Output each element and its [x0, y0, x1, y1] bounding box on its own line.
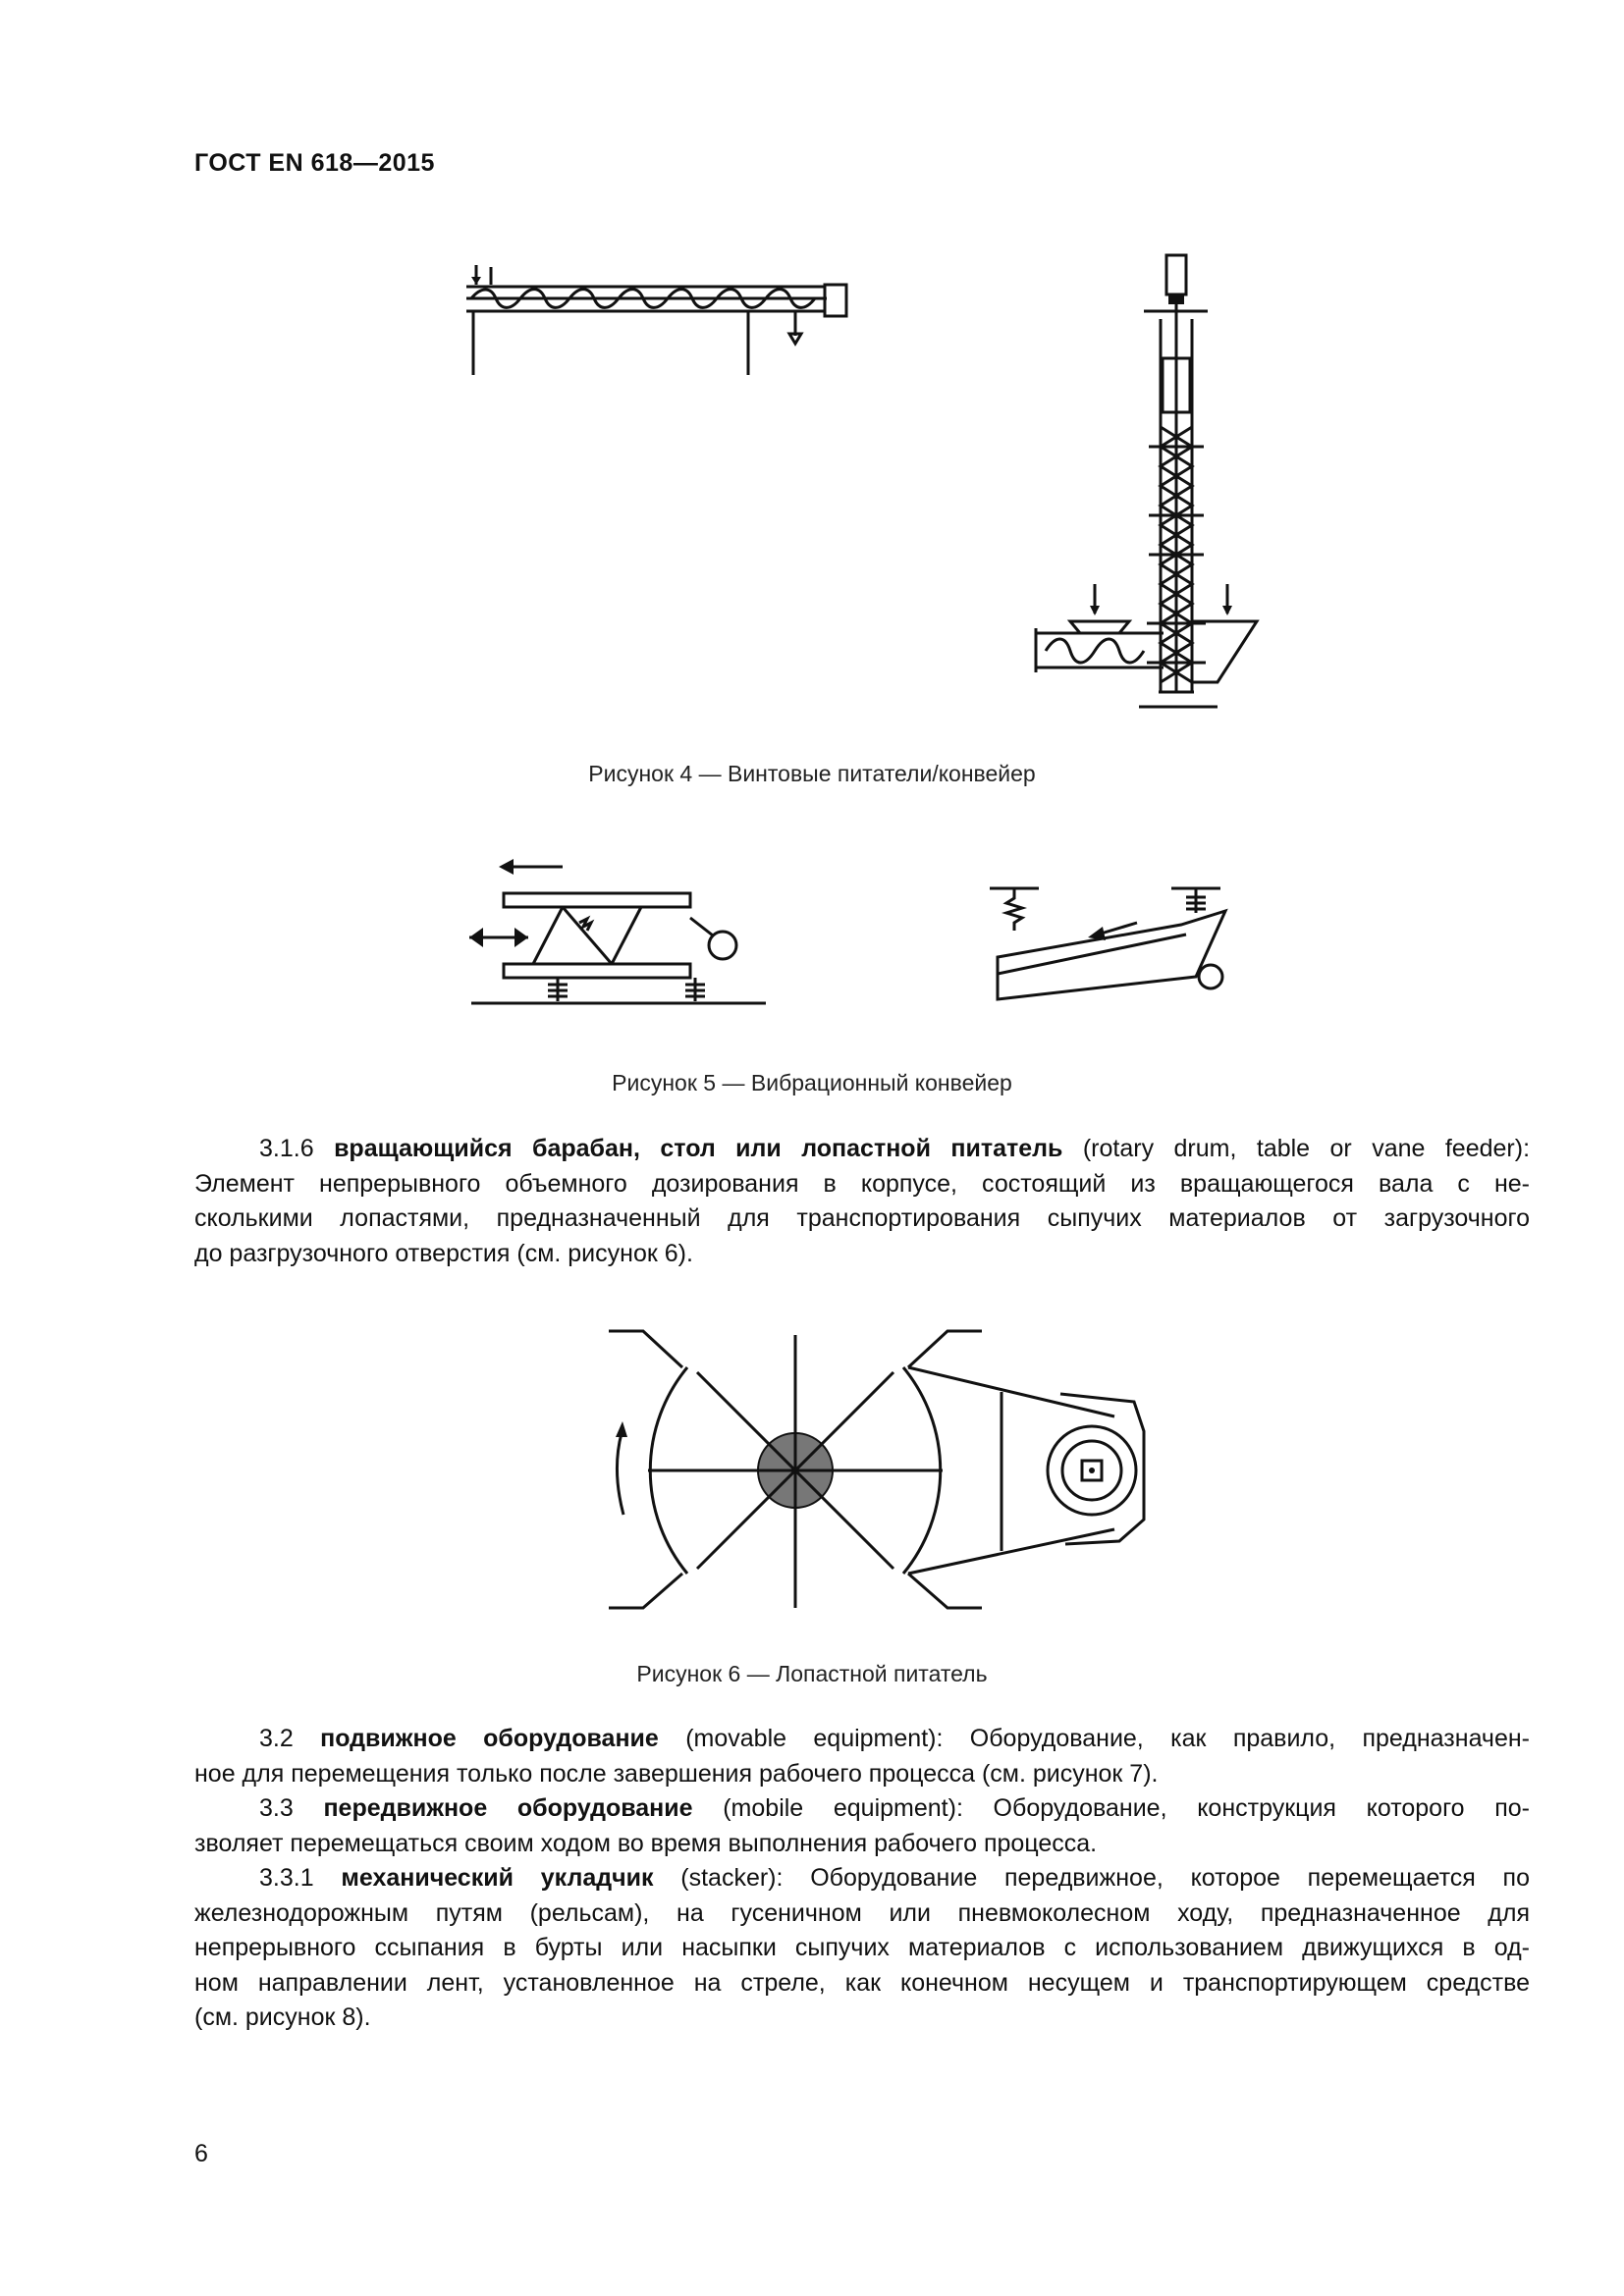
figure-5-vibrating-conveyor-horizontal — [469, 859, 774, 1011]
clause-number: 3.3 — [259, 1794, 294, 1822]
figure-6-vane-feeder — [604, 1323, 1154, 1623]
paragraph-text: (rotary drum, table or vane feeder): — [1082, 1135, 1531, 1162]
paragraph-line: непрерывного ссыпания в бурты или насыпки сыпучих материалов с использованием движущихся в од- — [194, 1934, 1530, 1961]
paragraph-line — [194, 1791, 1530, 1827]
clause-number: 3.1.6 — [259, 1135, 314, 1162]
figure-5-vibrating-conveyor-inclined — [990, 883, 1245, 1006]
paragraph-line: (см. рисунок 8). — [194, 2003, 371, 2031]
paragraph-line: ное для перемещения только после завершения рабочего процесса (см. рисунок 7). — [194, 1759, 1159, 1788]
figure-4-horizontal-screw-conveyor — [461, 257, 864, 385]
paragraph-text: (stacker): Оборудование передвижное, которое перемещается по — [680, 1864, 1530, 1892]
paragraph-3-1-6 — [194, 1132, 1530, 1271]
paragraph-text: (mobile equipment): Оборудование, конструкция которого по- — [723, 1794, 1530, 1822]
paragraph-line: Элемент непрерывного объемного дозирования в корпусе, состоящий из вращающегося вала с не- — [194, 1169, 1530, 1198]
term: подвижное оборудование — [320, 1725, 659, 1752]
paragraph-line: зволяет перемещаться своим ходом во время выполнения рабочего процесса. — [194, 1829, 1098, 1857]
paragraph-3-3 — [194, 1791, 1530, 1861]
figure-5-caption: Рисунок 5 — Вибрационный конвейер — [612, 1070, 1012, 1095]
term: вращающийся барабан, стол или лопастной питатель — [334, 1135, 1063, 1162]
paragraph-line: сколькими лопастями, предназначенный для транспортирования сыпучих материалов от загрузочного — [194, 1204, 1530, 1232]
figure-4-caption: Рисунок 4 — Винтовые питатели/конвейер — [588, 761, 1036, 786]
term: механический укладчик — [341, 1864, 654, 1892]
document-number: ГОСТ EN 618—2015 — [194, 149, 435, 177]
term: передвижное оборудование — [323, 1794, 693, 1822]
paragraph-3-3-1 — [194, 1861, 1530, 2036]
figure-4-vertical-screw-conveyor — [1031, 250, 1267, 712]
clause-number: 3.3.1 — [259, 1864, 314, 1892]
paragraph-line — [194, 1861, 1530, 1896]
paragraph-line — [194, 1132, 1530, 1167]
clause-number: 3.2 — [259, 1725, 294, 1752]
paragraph-3-2 — [194, 1722, 1530, 1791]
paragraph-line — [194, 1722, 1530, 1757]
figure-6-caption: Рисунок 6 — Лопастной питатель — [636, 1661, 988, 1686]
paragraph-line: до разгрузочного отверстия (см. рисунок 6). — [194, 1239, 693, 1267]
paragraph-line: ном направлении лент, установленное на стреле, как конечном несущем и транспортирующем средстве — [194, 1968, 1530, 1997]
paragraph-line: железнодорожным путям (рельсам), на гусеничном или пневмоколесном ходу, предназначенное для — [194, 1898, 1530, 1927]
page-number: 6 — [194, 2140, 208, 2167]
paragraph-text: (movable equipment): Оборудование, как правило, предназначен- — [685, 1725, 1530, 1752]
